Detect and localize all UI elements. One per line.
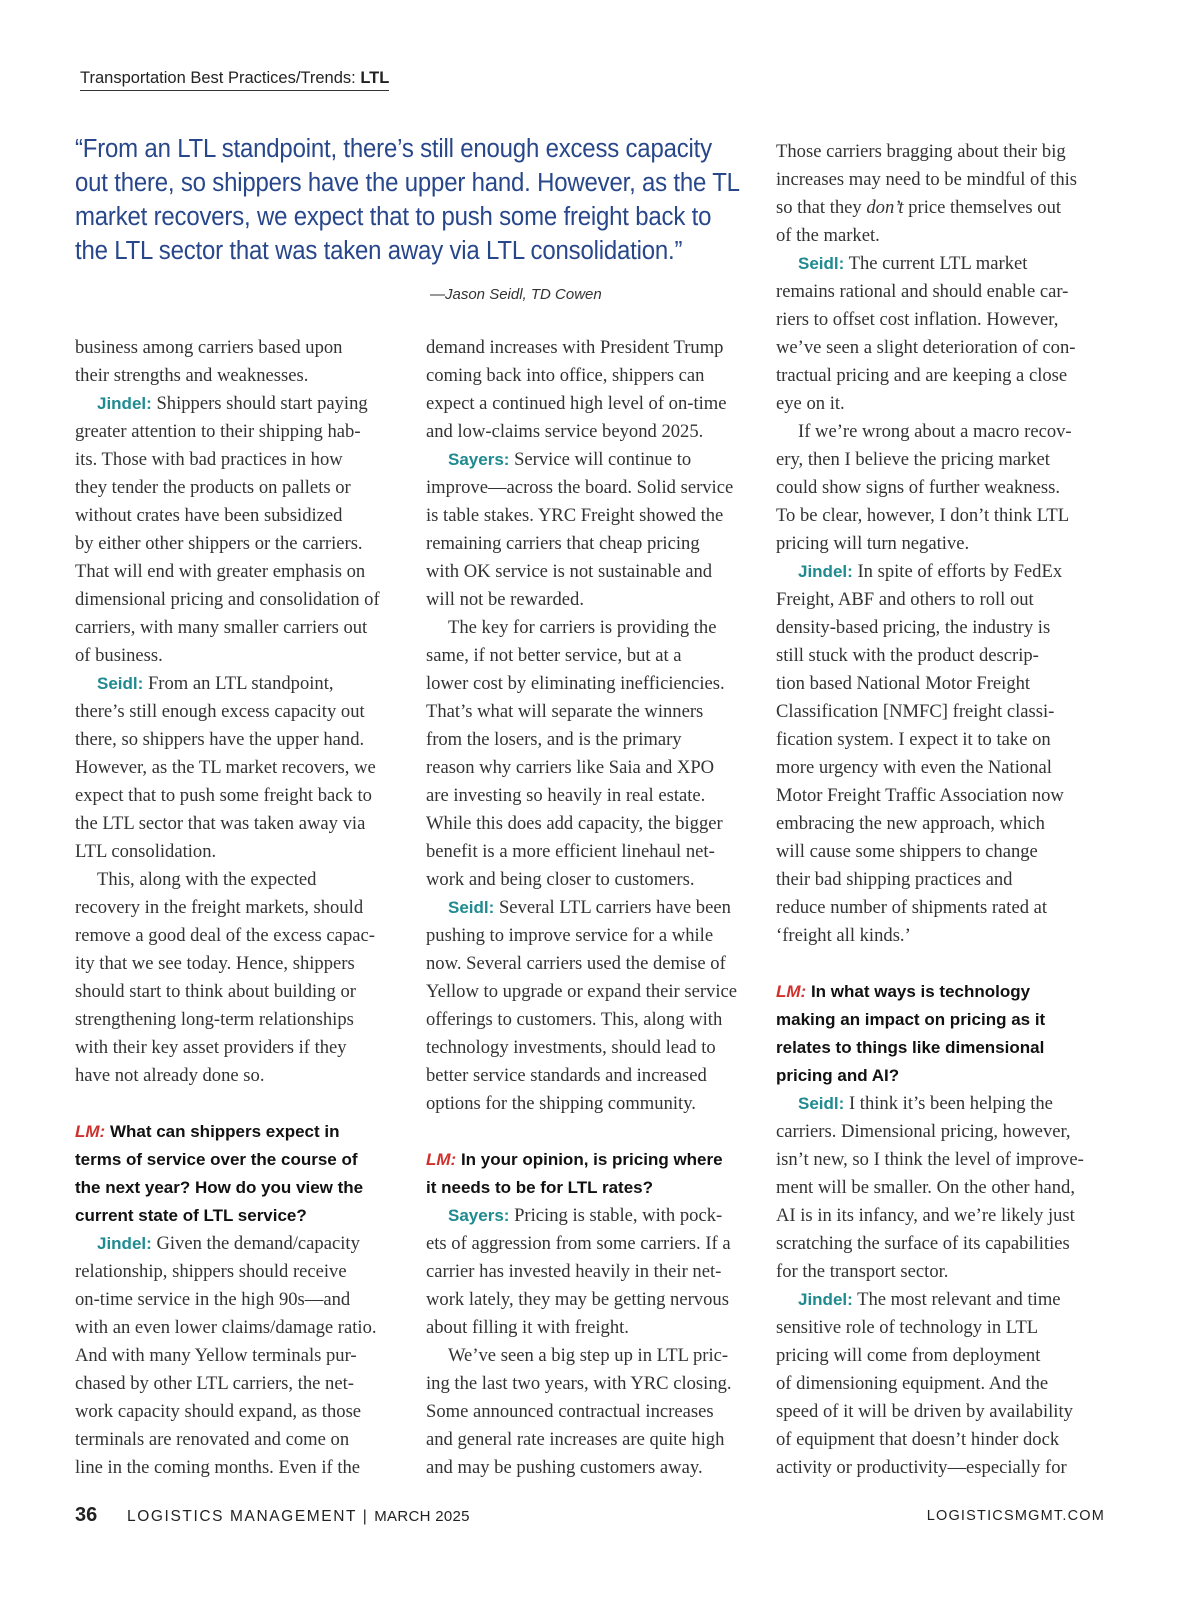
text-line	[776, 894, 1116, 922]
text-line	[776, 390, 1116, 418]
text-segment: speed of it will be driven by availability	[776, 1401, 1073, 1422]
text-line	[426, 1230, 766, 1258]
text-segment: ity that we see today. Hence, shippers	[75, 953, 355, 974]
text-line	[776, 138, 1116, 166]
text-line	[75, 1370, 415, 1398]
text-segment: ‘freight all kinds.’	[776, 925, 911, 946]
text-line	[776, 1342, 1116, 1370]
lm-label: LM:	[75, 1122, 106, 1141]
text-line	[75, 1398, 415, 1426]
text-segment: of business.	[75, 645, 163, 666]
text-segment: work capacity should expand, as those	[75, 1401, 362, 1422]
text-segment: However, as the TL market recovers, we	[75, 757, 376, 778]
text-segment: remaining carriers that cheap pricing	[426, 533, 700, 554]
text-segment: tractual pricing and are keeping a close	[776, 365, 1068, 386]
text-segment: the LTL sector that was taken away via	[75, 813, 366, 834]
article-column-3	[776, 138, 1116, 1482]
text-segment: chased by other LTL carriers, the net-	[75, 1373, 354, 1394]
text-segment: reduce number of shipments rated at	[776, 897, 1048, 918]
text-segment: now. Several carriers used the demise of	[426, 953, 726, 974]
text-line	[75, 726, 415, 754]
text-segment: ing the last two years, with YRC closing.	[426, 1373, 732, 1394]
text-line	[776, 922, 1116, 950]
section-header	[80, 69, 389, 91]
text-segment: from the losers, and is the primary	[426, 729, 682, 750]
text-segment: there, so shippers have the upper hand.	[75, 729, 365, 750]
speaker-name: Jindel:	[97, 394, 152, 413]
text-segment: demand increases with President Trump	[426, 337, 724, 358]
text-segment: will cause some shippers to change	[776, 841, 1038, 862]
text-segment: of the market.	[776, 225, 880, 246]
text-line	[426, 418, 766, 446]
text-segment: better service standards and increased	[426, 1065, 707, 1086]
text-segment: about filling it with freight.	[426, 1317, 629, 1338]
text-segment: with an even lower claims/damage ratio.	[75, 1317, 377, 1338]
text-line	[75, 642, 415, 670]
text-segment: without crates have been subsidized	[75, 505, 343, 526]
question-line	[75, 1118, 415, 1146]
text-segment: pushing to improve service for a while	[426, 925, 714, 946]
text-segment: there’s still enough excess capacity out	[75, 701, 365, 722]
text-segment: The key for carriers is providing the	[448, 617, 717, 638]
text-segment: so that they	[776, 197, 867, 218]
text-line	[426, 670, 766, 698]
question-text: In your opinion, is pricing where	[456, 1150, 723, 1169]
text-line	[776, 558, 1116, 586]
text-line	[426, 334, 766, 362]
question-text: terms of service over the course of	[75, 1150, 358, 1169]
page-number: 36	[75, 1504, 98, 1526]
text-segment: strengthening long-term relationships	[75, 1009, 354, 1030]
text-line	[75, 1062, 415, 1090]
text-segment: While this does add capacity, the bigger	[426, 813, 723, 834]
text-segment: If we’re wrong about a macro recov-	[798, 421, 1072, 442]
speaker-name: Sayers:	[448, 450, 510, 469]
text-line	[776, 166, 1116, 194]
text-segment: expect that to push some freight back to	[75, 785, 372, 806]
text-line	[426, 1062, 766, 1090]
text-line	[776, 306, 1116, 334]
text-line	[426, 1202, 766, 1230]
text-line	[776, 614, 1116, 642]
text-segment: Shippers should start paying	[151, 393, 368, 414]
paragraph-gap	[75, 1090, 415, 1118]
text-line	[426, 1034, 766, 1062]
text-line	[776, 194, 1116, 222]
text-line	[426, 1006, 766, 1034]
text-segment: their bad shipping practices and	[776, 869, 1013, 890]
question-text: relates to things like dimensional	[776, 1038, 1045, 1057]
text-line	[75, 1454, 415, 1482]
text-line	[426, 446, 766, 474]
question-line	[776, 1034, 1116, 1062]
question-text: the next year? How do you view the	[75, 1178, 364, 1197]
text-line	[426, 726, 766, 754]
text-segment: and low-claims service beyond 2025.	[426, 421, 704, 442]
text-segment: terminals are renovated and come on	[75, 1429, 350, 1450]
text-segment: improve—across the board. Solid service	[426, 477, 734, 498]
text-line	[776, 1118, 1116, 1146]
speaker-name: Seidl:	[798, 1094, 845, 1113]
text-segment: greater attention to their shipping hab-	[75, 421, 361, 442]
text-segment: with OK service is not sustainable and	[426, 561, 713, 582]
text-line	[426, 754, 766, 782]
text-line	[776, 1174, 1116, 1202]
text-line	[75, 1286, 415, 1314]
text-line	[776, 334, 1116, 362]
pull-quote-line: “From an LTL standpoint, there’s still enough excess capacity	[75, 135, 712, 163]
text-line	[776, 1146, 1116, 1174]
pull-quote-line: out there, so shippers have the upper hand. However, as the TL	[75, 169, 740, 197]
text-line	[776, 362, 1116, 390]
text-line	[75, 670, 415, 698]
text-line	[776, 1258, 1116, 1286]
section-topic: LTL	[360, 69, 390, 87]
question-line	[75, 1202, 415, 1230]
text-line	[75, 418, 415, 446]
text-segment: Motor Freight Traffic Association now	[776, 785, 1064, 806]
text-line	[776, 726, 1116, 754]
text-segment: Pricing is stable, with pock-	[509, 1205, 723, 1226]
text-segment: technology investments, should lead to	[426, 1037, 716, 1058]
text-line	[75, 1258, 415, 1286]
question-line	[426, 1146, 766, 1174]
text-line	[75, 558, 415, 586]
text-line	[75, 1426, 415, 1454]
text-line	[776, 1314, 1116, 1342]
pull-quote-attribution: —Jason Seidl, TD Cowen	[430, 286, 602, 303]
text-segment: In spite of efforts by FedEx	[852, 561, 1063, 582]
text-line	[426, 838, 766, 866]
text-segment: its. Those with bad practices in how	[75, 449, 343, 470]
text-line	[426, 1426, 766, 1454]
text-line	[75, 446, 415, 474]
text-segment: lower cost by eliminating inefficiencies.	[426, 673, 725, 694]
text-line	[426, 782, 766, 810]
text-segment: carrier has invested heavily in their net-	[426, 1261, 722, 1282]
text-line	[426, 698, 766, 726]
text-line	[426, 362, 766, 390]
text-segment: is table stakes. YRC Freight showed the	[426, 505, 724, 526]
text-line	[776, 1426, 1116, 1454]
speaker-name: Jindel:	[97, 1234, 152, 1253]
pull-quote	[75, 132, 740, 268]
text-segment: we’ve seen a slight deterioration of con-	[776, 337, 1076, 358]
text-segment: they tender the products on pallets or	[75, 477, 351, 498]
question-text: making an impact on pricing as it	[776, 1010, 1046, 1029]
text-line	[776, 838, 1116, 866]
lm-label: LM:	[776, 982, 807, 1001]
question-line	[426, 1174, 766, 1202]
speaker-name: Jindel:	[798, 1290, 853, 1309]
text-line	[426, 1454, 766, 1482]
text-segment: And with many Yellow terminals pur-	[75, 1345, 357, 1366]
text-line	[75, 362, 415, 390]
text-segment: ery, then I believe the pricing market	[776, 449, 1050, 470]
text-line	[75, 1006, 415, 1034]
text-line	[426, 558, 766, 586]
text-segment: Some announced contractual increases	[426, 1401, 714, 1422]
text-segment: isn’t new, so I think the level of improve-	[776, 1149, 1084, 1170]
article-column-2	[426, 334, 766, 1482]
text-line	[75, 474, 415, 502]
text-line	[426, 1286, 766, 1314]
text-segment: recovery in the freight markets, should	[75, 897, 364, 918]
text-line	[426, 950, 766, 978]
text-line	[75, 390, 415, 418]
text-line	[75, 586, 415, 614]
text-segment: work lately, they may be getting nervous	[426, 1289, 729, 1310]
text-segment: with their key asset providers if they	[75, 1037, 347, 1058]
text-line	[776, 866, 1116, 894]
text-segment: offerings to customers. This, along with	[426, 1009, 723, 1030]
text-line	[776, 222, 1116, 250]
text-line	[426, 1398, 766, 1426]
text-line	[75, 782, 415, 810]
text-segment: Classification [NMFC] freight classi-	[776, 701, 1055, 722]
text-segment: relationship, shippers should receive	[75, 1261, 347, 1282]
text-segment: options for the shipping community.	[426, 1093, 696, 1114]
text-line	[75, 978, 415, 1006]
text-line	[426, 810, 766, 838]
text-line	[426, 1314, 766, 1342]
text-segment: ets of aggression from some carriers. If a	[426, 1233, 731, 1254]
text-segment: riers to offset cost inflation. However,	[776, 309, 1059, 330]
text-line	[426, 894, 766, 922]
question-text: In what ways is technology	[806, 982, 1031, 1001]
text-line	[776, 1230, 1116, 1258]
text-line	[776, 698, 1116, 726]
text-segment: and may be pushing customers away.	[426, 1457, 703, 1478]
text-line	[776, 1398, 1116, 1426]
text-segment: and general rate increases are quite high	[426, 1429, 725, 1450]
text-segment: on-time service in the high 90s—and	[75, 1289, 351, 1310]
text-line	[426, 586, 766, 614]
text-line	[426, 390, 766, 418]
text-segment: line in the coming months. Even if the	[75, 1457, 361, 1478]
text-segment: coming back into office, shippers can	[426, 365, 705, 386]
text-segment: remains rational and should enable car-	[776, 281, 1069, 302]
question-line	[776, 1006, 1116, 1034]
question-line	[75, 1174, 415, 1202]
pull-quote-line: market recovers, we expect that to push some freight back to	[75, 203, 712, 231]
text-segment: price themselves out	[903, 197, 1062, 218]
text-line	[776, 278, 1116, 306]
text-segment: reason why carriers like Saia and XPO	[426, 757, 715, 778]
text-segment: activity or productivity—especially for	[776, 1457, 1067, 1478]
text-line	[776, 530, 1116, 558]
text-line	[75, 334, 415, 362]
speaker-name: Jindel:	[798, 562, 853, 581]
text-segment: dimensional pricing and consolidation of	[75, 589, 380, 610]
website-url: LOGISTICSMGMT.COM	[926, 1508, 1105, 1524]
text-segment: benefit is a more efficient linehaul net-	[426, 841, 715, 862]
text-line	[776, 754, 1116, 782]
paragraph-gap	[776, 950, 1116, 978]
text-segment: Service will continue to	[509, 449, 692, 470]
text-line	[426, 866, 766, 894]
question-text: pricing and AI?	[776, 1066, 900, 1085]
article-column-1	[75, 334, 415, 1482]
text-segment: Yellow to upgrade or expand their service	[426, 981, 738, 1002]
text-segment: could show signs of further weakness.	[776, 477, 1061, 498]
text-segment: carriers, with many smaller carriers out	[75, 617, 368, 638]
text-line	[75, 810, 415, 838]
text-line	[776, 474, 1116, 502]
section-label: Transportation Best Practices/Trends:	[80, 69, 361, 87]
magazine-name: LOGISTICS MANAGEMENT	[127, 1508, 357, 1525]
text-line	[776, 418, 1116, 446]
text-line	[75, 838, 415, 866]
footer-masthead	[127, 1508, 470, 1526]
text-segment: The current LTL market	[844, 253, 1028, 274]
text-segment: carriers. Dimensional pricing, however,	[776, 1121, 1071, 1142]
text-line	[426, 1370, 766, 1398]
text-line	[426, 614, 766, 642]
text-line	[426, 978, 766, 1006]
text-segment: ment will be smaller. On the other hand,	[776, 1177, 1075, 1198]
issue-date: MARCH 2025	[374, 1508, 470, 1525]
question-line	[776, 978, 1116, 1006]
text-line	[426, 530, 766, 558]
text-line	[75, 950, 415, 978]
text-segment: Several LTL carriers have been	[494, 897, 731, 918]
text-segment: pricing will turn negative.	[776, 533, 970, 554]
question-line	[776, 1062, 1116, 1090]
text-line	[776, 1454, 1116, 1482]
text-line	[75, 922, 415, 950]
text-line	[75, 530, 415, 558]
text-segment: same, if not better service, but at a	[426, 645, 682, 666]
text-line	[426, 1090, 766, 1118]
text-segment: scratching the surface of its capabilities	[776, 1233, 1070, 1254]
text-segment: embracing the new approach, which	[776, 813, 1045, 834]
text-segment: remove a good deal of the excess capac-	[75, 925, 375, 946]
text-line	[776, 446, 1116, 474]
text-line	[426, 474, 766, 502]
text-line	[75, 614, 415, 642]
speaker-name: Seidl:	[448, 898, 495, 917]
text-segment: Freight, ABF and others to roll out	[776, 589, 1034, 610]
text-line	[75, 502, 415, 530]
question-text: current state of LTL service?	[75, 1206, 307, 1225]
text-segment: I think it’s been helping the	[844, 1093, 1053, 1114]
text-segment: more urgency with even the National	[776, 757, 1052, 778]
text-segment: That’s what will separate the winners	[426, 701, 704, 722]
text-segment: The most relevant and time	[852, 1289, 1061, 1310]
text-segment: are investing so heavily in real estate.	[426, 785, 706, 806]
text-segment: We’ve seen a big step up in LTL pric-	[448, 1345, 729, 1366]
paragraph-gap	[426, 1118, 766, 1146]
text-line	[75, 866, 415, 894]
text-line	[776, 1202, 1116, 1230]
text-segment: of dimensioning equipment. And the	[776, 1373, 1049, 1394]
text-segment: fication system. I expect it to take on	[776, 729, 1051, 750]
text-line	[426, 502, 766, 530]
text-line	[776, 1090, 1116, 1118]
text-line	[776, 782, 1116, 810]
text-line	[75, 1342, 415, 1370]
text-segment: AI is in its infancy, and we’re likely just	[776, 1205, 1075, 1226]
text-line	[426, 1342, 766, 1370]
text-segment: sensitive role of technology in LTL	[776, 1317, 1039, 1338]
text-line	[426, 1258, 766, 1286]
text-line	[776, 502, 1116, 530]
text-segment: their strengths and weaknesses.	[75, 365, 309, 386]
text-segment: From an LTL standpoint,	[143, 673, 334, 694]
text-segment: LTL consolidation.	[75, 841, 217, 862]
text-segment: will not be rewarded.	[426, 589, 584, 610]
text-line	[776, 586, 1116, 614]
text-segment: That will end with greater emphasis on	[75, 561, 366, 582]
page-footer	[75, 1504, 1105, 1532]
text-segment: Those carriers bragging about their big	[776, 141, 1066, 162]
text-segment: density-based pricing, the industry is	[776, 617, 1051, 638]
text-segment: eye on it.	[776, 393, 845, 414]
text-segment: Given the demand/capacity	[151, 1233, 360, 1254]
speaker-name: Seidl:	[798, 254, 845, 273]
text-segment: increases may need to be mindful of this	[776, 169, 1078, 190]
text-line	[776, 1286, 1116, 1314]
text-segment: should start to think about building or	[75, 981, 356, 1002]
emphasis-text: don’t	[866, 197, 904, 218]
text-line	[75, 894, 415, 922]
question-text: What can shippers expect in	[105, 1122, 340, 1141]
text-segment: work and being closer to customers.	[426, 869, 695, 890]
text-segment: To be clear, however, I don’t think LTL	[776, 505, 1070, 526]
pull-quote-line: the LTL sector that was taken away via LTL consolidation.”	[75, 237, 683, 265]
text-segment: tion based National Motor Freight	[776, 673, 1031, 694]
text-segment: have not already done so.	[75, 1065, 265, 1086]
text-line	[75, 754, 415, 782]
speaker-name: Seidl:	[97, 674, 144, 693]
text-line	[75, 1314, 415, 1342]
question-line	[75, 1146, 415, 1174]
text-segment: still stuck with the product descrip-	[776, 645, 1039, 666]
text-segment: for the transport sector.	[776, 1261, 949, 1282]
text-segment: expect a continued high level of on-time	[426, 393, 727, 414]
lm-label: LM:	[426, 1150, 457, 1169]
text-line	[776, 810, 1116, 838]
question-text: it needs to be for LTL rates?	[426, 1178, 654, 1197]
text-line	[75, 1230, 415, 1258]
text-segment: by either other shippers or the carriers.	[75, 533, 363, 554]
text-line	[426, 922, 766, 950]
speaker-name: Sayers:	[448, 1206, 510, 1225]
text-line	[776, 1370, 1116, 1398]
text-segment: This, along with the expected	[97, 869, 317, 890]
text-line	[776, 250, 1116, 278]
text-line	[75, 698, 415, 726]
text-segment: of equipment that doesn’t hinder dock	[776, 1429, 1060, 1450]
footer-separator: |	[356, 1508, 375, 1525]
text-segment: pricing will come from deployment	[776, 1345, 1041, 1366]
text-line	[75, 1034, 415, 1062]
text-segment: business among carriers based upon	[75, 337, 343, 358]
text-line	[776, 670, 1116, 698]
text-line	[426, 642, 766, 670]
text-line	[776, 642, 1116, 670]
